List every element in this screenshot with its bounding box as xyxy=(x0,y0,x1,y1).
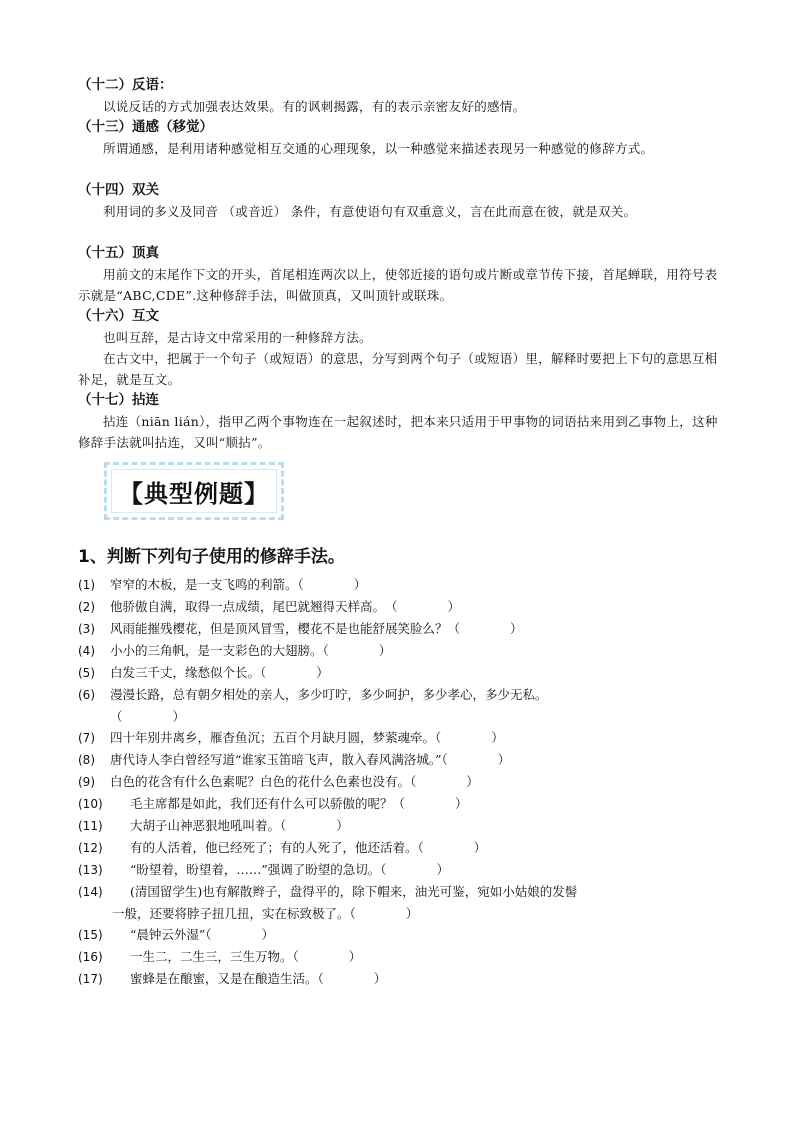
item-text: 唐代诗人李白曾经写道“谁家玉笛暗飞声，散入春风满洛城。”（ ） xyxy=(110,752,511,767)
section-dingzhen xyxy=(78,243,718,306)
item-number: (15) xyxy=(78,928,103,942)
item-number: (7) xyxy=(78,731,95,745)
item-text: 蜜蜂是在酿蜜，又是在酿造生活。（ ） xyxy=(130,971,387,986)
section-heading: （十三）通感（移觉） xyxy=(78,119,213,135)
section-heading: （十五）顶真 xyxy=(78,245,159,261)
item-number: (14) xyxy=(78,885,103,899)
item-number: (11) xyxy=(78,819,103,833)
list-item xyxy=(78,793,728,815)
item-text: (清国留学生)也有解散辫子，盘得平的，除下帽来，油光可鉴，宛如小姑娘的发髻 xyxy=(130,884,578,899)
item-text: 白色的花含有什么色素呢？白色的花什么色素也没有。（ ） xyxy=(110,774,479,789)
item-number: (3) xyxy=(78,622,95,636)
item-text: 窄窄的木板，是一支飞鸣的利箭。（ ） xyxy=(110,577,367,592)
question-list xyxy=(78,574,728,990)
item-text: “盼望着，盼望着，……”强调了盼望的急切。（ ） xyxy=(130,862,450,877)
section-paragraph: 所谓通感，是利用诸种感觉相互交通的心理现象，以一种感觉来描述表现另一种感觉的修辞方式。 xyxy=(103,141,654,156)
list-item xyxy=(78,924,728,946)
list-item xyxy=(78,837,728,859)
item-number: (17) xyxy=(78,972,103,986)
section-huwen xyxy=(78,306,718,390)
section-tonggan xyxy=(78,117,718,159)
typical-examples-banner xyxy=(104,462,284,520)
list-item xyxy=(78,662,728,684)
item-text: “晨钟云外湿”（ ） xyxy=(130,927,275,942)
item-number: (6) xyxy=(78,688,95,702)
list-item xyxy=(78,640,728,662)
list-item xyxy=(78,684,728,727)
list-item xyxy=(78,749,728,771)
list-item xyxy=(78,815,728,837)
section-heading: （十四）双关 xyxy=(78,182,159,198)
section-heading: （十二）反语： xyxy=(78,77,173,93)
list-item xyxy=(78,859,728,881)
item-continuation: （ ） xyxy=(110,709,186,724)
item-text: 小小的三角帆，是一支彩色的大翅膀。（ ） xyxy=(110,643,392,658)
list-item xyxy=(78,771,728,793)
item-text: 漫漫长路，总有朝夕相处的亲人，多少叮咛，多少呵护，多少孝心，多少无私。 xyxy=(110,687,548,702)
section-paragraph: 也叫互辞，是古诗文中常采用的一种修辞方法。 xyxy=(103,330,372,345)
section-heading: （十六）互文 xyxy=(78,308,159,324)
item-text: 风雨能摧残樱花，但是顶风冒雪，樱花不是也能舒展笑脸么？（ ） xyxy=(110,621,523,636)
item-number: (13) xyxy=(78,863,103,877)
list-item xyxy=(78,574,728,596)
item-number: (8) xyxy=(78,753,95,767)
list-item xyxy=(78,618,728,640)
section-paragraph: 拈连（niān lián），指甲乙两个事物连在一起叙述时，把本来只适用于甲事物的词语拈来用到乙事物上，这种修辞手法就叫拈连，又叫“顺拈”。 xyxy=(78,414,718,450)
banner-title: 【典型例题】 xyxy=(119,479,269,508)
item-number: (4) xyxy=(78,644,95,658)
item-text: 一生二，二生三，三生万物。（ ） xyxy=(130,949,362,964)
section-paragraph: 用前文的末尾作下文的开头，首尾相连两次以上，使邻近接的语句或片断或章节传下接，首尾蝉联，用符号表示就是“ABC,CDE”.这种修辞手法，叫做顶真，又叫顶针或联珠。 xyxy=(78,267,718,303)
item-number: (2) xyxy=(78,600,95,614)
item-text: 有的人活着，他已经死了；有的人死了，他还活着。（ ） xyxy=(130,840,487,855)
section-shuangguan xyxy=(78,180,718,222)
item-number: (1) xyxy=(78,578,95,592)
item-text: 四十年别井离乡，雁杳鱼沉；五百个月缺月圆，梦萦魂牵。（ ） xyxy=(110,730,504,745)
list-item xyxy=(78,881,728,924)
item-text: 白发三千丈，缘愁似个长。（ ） xyxy=(110,665,329,680)
item-number: (9) xyxy=(78,775,95,789)
list-item xyxy=(78,596,728,618)
section-fanyu xyxy=(78,75,718,117)
section-paragraph: 利用词的多义及同音 （或音近） 条件，有意使语句有双重意义，言在此而意在彼，就是双关。 xyxy=(103,204,637,219)
list-item xyxy=(78,946,728,968)
item-number: (5) xyxy=(78,666,95,680)
item-continuation: 一般，还要将脖子扭几扭，实在标致极了。（ ） xyxy=(112,906,419,921)
item-text: 他骄傲自满，取得一点成绩，尾巴就翘得天样高。 （ ） xyxy=(110,599,461,614)
section-heading: （十七）拈连 xyxy=(78,392,159,408)
item-text: 大胡子山神恶狠地吼叫着。（ ） xyxy=(130,818,349,833)
question-title: 1、判断下列句子使用的修辞手法。 xyxy=(78,547,345,567)
section-paragraph: 以说反话的方式加强表达效果。有的讽刺揭露，有的表示亲密友好的感情。 xyxy=(103,99,526,114)
list-item xyxy=(78,968,728,990)
section-nianlian xyxy=(78,390,718,453)
item-number: (16) xyxy=(78,950,103,964)
item-number: (10) xyxy=(78,797,103,811)
item-number: (12) xyxy=(78,841,103,855)
list-item xyxy=(78,727,728,749)
section-paragraph: 在古文中，把属于一个句子（或短语）的意思，分写到两个句子（或短语）里，解释时要把上下句的意思互相补足，就是互文。 xyxy=(78,351,718,387)
item-text: 毛主席都是如此，我们还有什么可以骄傲的呢？（ ） xyxy=(130,796,468,811)
banner-frame xyxy=(111,469,277,513)
